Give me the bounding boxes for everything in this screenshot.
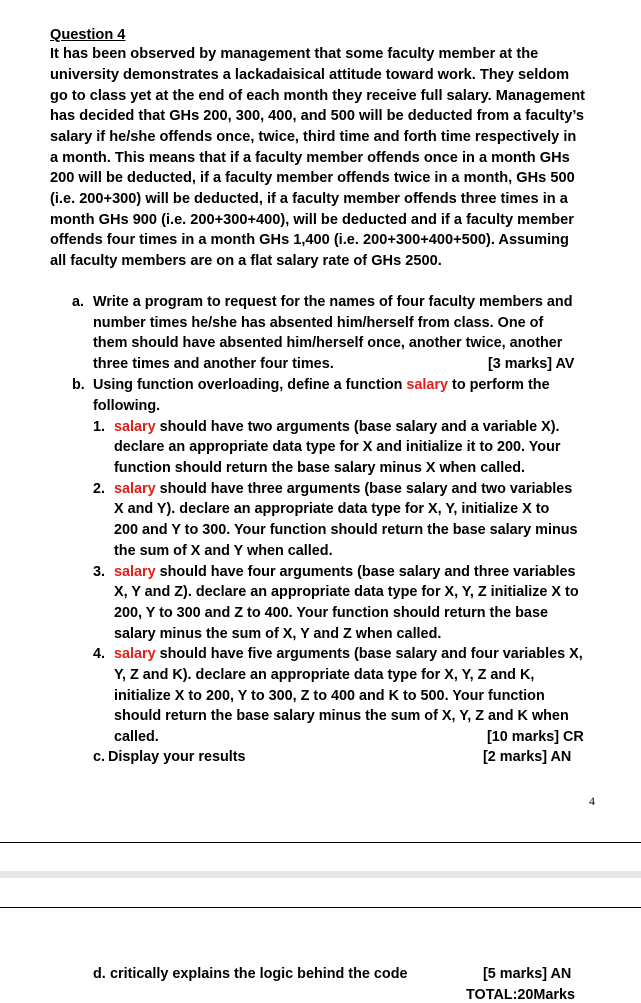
intro-line: month GHs 900 (i.e. 200+300+400), will be deducted and if a faculty member — [50, 212, 574, 228]
salary-keyword: salary — [114, 481, 156, 497]
salary-keyword: salary — [114, 564, 156, 580]
sub-item-line — [114, 564, 576, 580]
part-b-line: following. — [93, 398, 161, 414]
part-b-text: to perform the — [448, 377, 550, 393]
part-b-line — [93, 377, 550, 393]
sub-item-line: 200, Y to 300 and Z to 400. Your function should return the base — [114, 605, 548, 621]
page-divider — [0, 842, 641, 843]
part-a-marks: [3 marks] AV — [488, 356, 575, 372]
part-a-line: three times and another four times. — [93, 356, 334, 372]
part-c-marks: [2 marks] AN — [483, 749, 572, 765]
salary-keyword: salary — [406, 377, 449, 393]
intro-line: all faculty members are on a flat salary rate of GHs 2500. — [50, 253, 442, 269]
sub-item-marker: 4. — [93, 646, 106, 662]
sub-item-line: function should return the base salary minus X when called. — [114, 460, 526, 476]
intro-line: 200 will be deducted, if a faculty member offends twice in a month, GHs 500 — [50, 170, 575, 186]
part-a-line: them should have absented him/herself once, another twice, another — [93, 335, 563, 351]
sub-item-line — [114, 646, 583, 662]
sub-item-line: should return the base salary minus the sum of X, Y, Z and K when — [114, 708, 569, 724]
sub-item-text: should have four arguments (base salary and three variables — [155, 564, 576, 580]
sub-item-line — [114, 481, 572, 497]
sub-item-line: the sum of X and Y when called. — [114, 543, 333, 559]
part-a-line: Write a program to request for the names of four faculty members and — [93, 294, 573, 310]
sub-item-marker: 1. — [93, 419, 106, 435]
page-number: 4 — [589, 794, 595, 808]
sub-item-line — [114, 419, 560, 435]
sub-item-marker: 2. — [93, 481, 106, 497]
sub-item-line: called. — [114, 729, 159, 745]
intro-line: university demonstrates a lackadaisical attitude toward work. They seldom — [50, 67, 570, 83]
intro-line: offends four times in a month GHs 1,400 (i.e. 200+300+400+500). Assuming — [50, 232, 569, 248]
sub-item-line: initialize X to 200, Y to 300, Z to 400 and K to 500. Your function — [114, 688, 545, 704]
part-d-marks: [5 marks] AN — [483, 966, 572, 982]
sub-item-line: 200 and Y to 300. Your function should return the base salary minus — [114, 522, 578, 538]
part-d-text: critically explains the logic behind the code — [110, 966, 408, 982]
sub-item-line: declare an appropriate data type for X and initialize it to 200. Your — [114, 439, 561, 455]
intro-line: go to class yet at the end of each month they receive full salary. Management — [50, 88, 585, 104]
part-c-text: Display your results — [108, 749, 246, 765]
sub-item-line: X, Y and Z). declare an appropriate data type for X, Y, Z initialize X to — [114, 584, 579, 600]
part-d-marker: d. — [93, 966, 106, 982]
part-b-text: Using function overloading, define a function — [93, 377, 407, 393]
intro-line: (i.e. 200+300) will be deducted, if a faculty member offends three times in a — [50, 191, 568, 207]
salary-keyword: salary — [114, 646, 156, 662]
intro-line: It has been observed by management that some faculty member at the — [50, 46, 539, 62]
total-marks: TOTAL:20Marks — [466, 987, 576, 1003]
sub-item-text: should have two arguments (base salary and a variable X). — [155, 419, 560, 435]
sub-item-marker: 3. — [93, 564, 106, 580]
part-a-line: number times he/she has absented him/herself from class. One of — [93, 315, 544, 331]
sub-item-line: Y, Z and K). declare an appropriate data type for X, Y, Z and K, — [114, 667, 535, 683]
salary-keyword: salary — [114, 419, 156, 435]
part-b-marker: b. — [72, 377, 85, 393]
sub-item-line: X and Y). declare an appropriate data type for X, Y, initialize X to — [114, 501, 550, 517]
sub-item-text: should have five arguments (base salary and four variables X, — [155, 646, 583, 662]
sub-item-text: should have three arguments (base salary and two variables — [155, 481, 573, 497]
intro-line: has decided that GHs 200, 300, 400, and 500 will be deducted from a faculty’s — [50, 108, 584, 124]
part-c-marker: c. — [93, 749, 106, 765]
part-b-marks: [10 marks] CR — [487, 729, 584, 745]
question-title: Question 4 — [50, 27, 126, 43]
intro-line: a month. This means that if a faculty member offends once in a month GHs — [50, 150, 570, 166]
intro-line: salary if he/she offends once, twice, third time and forth time respectively in — [50, 129, 577, 145]
part-a-marker: a. — [72, 294, 85, 310]
page-gap — [0, 871, 641, 878]
sub-item-line: salary minus the sum of X, Y and Z when called. — [114, 626, 442, 642]
page-divider — [0, 907, 641, 908]
